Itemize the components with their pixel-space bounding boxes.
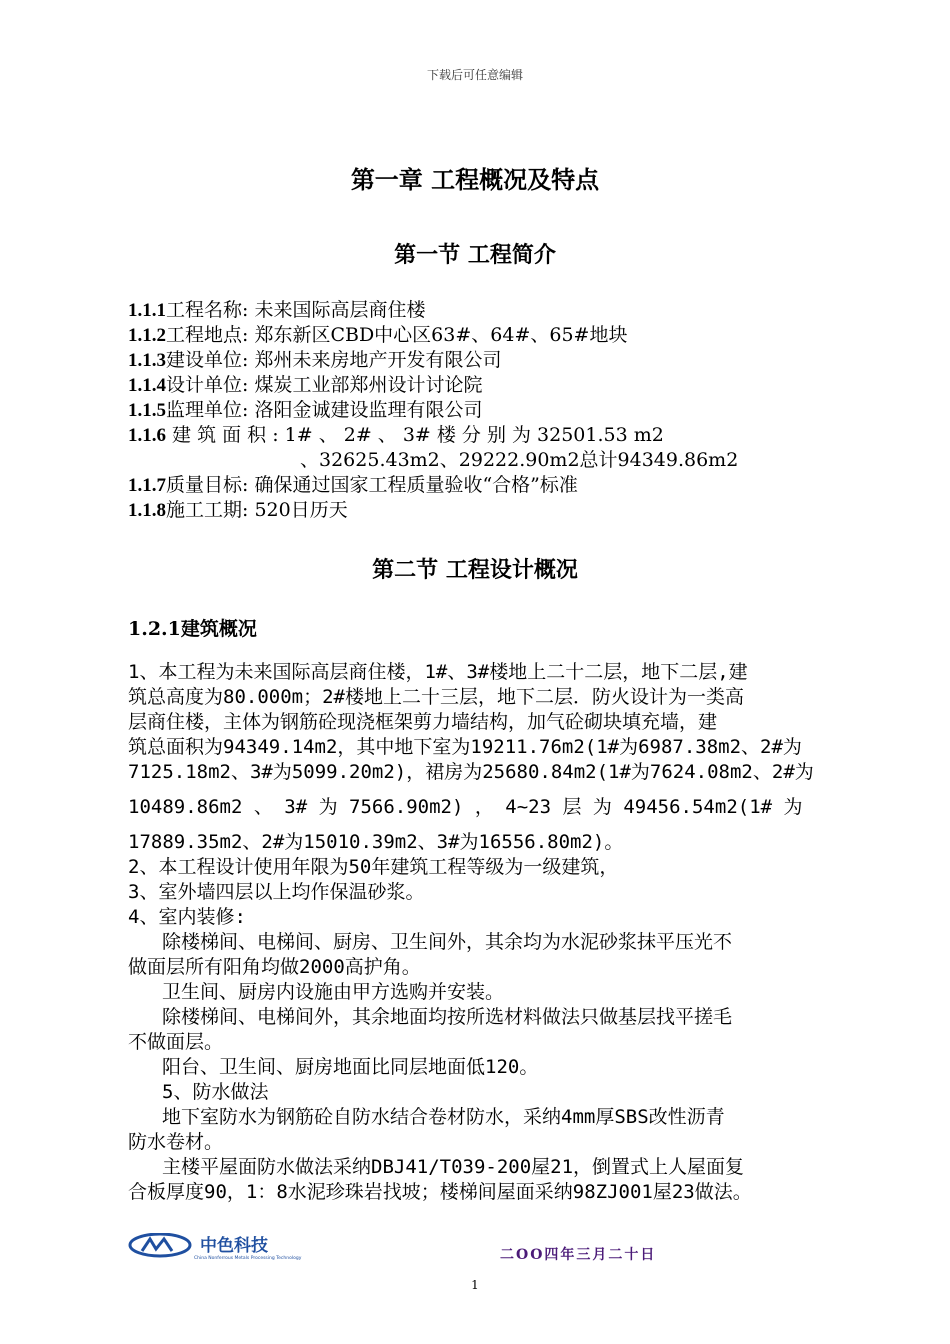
page-number: 1 [471, 1278, 479, 1292]
info-line-8 [128, 498, 348, 523]
para-1-line: 层商住楼，主体为钢筋砼现浇框架剪力墙结构，加气砼砌块填充墙，建 [128, 711, 718, 733]
info-value: 、32625.43m2、29222.90m2总计94349.86m2 [300, 449, 739, 471]
info-label: 监理单位: [166, 399, 249, 421]
subsection-title: 1.2.1建筑概况 [128, 618, 257, 640]
info-label: 工程名称: [166, 299, 249, 321]
info-num: 1.1.5 [128, 400, 166, 421]
para-1-line: 筑总高度为80.000m；2#楼地上二十三层，地下二层．防火设计为一类高 [128, 686, 744, 708]
para-7-line: 不做面层。 [128, 1031, 224, 1053]
info-line-1 [128, 298, 425, 323]
info-value: 未来国际高层商住楼 [254, 299, 426, 321]
para-10-line: 地下室防水为钢筋砼自防水结合卷材防水，采纳4mm厚SBS改性沥青 [162, 1106, 725, 1128]
para-1-line: 筑总面积为94349.14m2，其中地下室为19211.76m2(1#为6987.38m2、2#为 [128, 736, 802, 758]
para-9: 5、防水做法 [162, 1081, 269, 1103]
company-logo [128, 1233, 340, 1261]
logo-icon [128, 1233, 340, 1261]
info-line-5 [128, 398, 482, 423]
para-8: 阳台、卫生间、厨房地面比同层地面低120。 [162, 1056, 539, 1078]
para-5-line: 除楼梯间、电梯间、厨房、卫生间外，其余均为水泥砂浆抹平压光不 [162, 931, 733, 953]
para-2: 2、本工程设计使用年限为50年建筑工程等级为一级建筑， [128, 856, 619, 878]
info-value: 确保通过国家工程质量验收“合格”标准 [254, 474, 578, 496]
para-5-line: 做面层所有阳角均做2000高护角。 [128, 956, 421, 978]
logo-text: 中色科技 [200, 1236, 268, 1256]
info-line-4 [128, 373, 482, 398]
info-value: 煤炭工业部郑州设计讨论院 [254, 374, 483, 396]
para-10-line: 防水卷材。 [128, 1131, 224, 1153]
para-1-line: 17889.35m2、2#为15010.39m2、3#为16556.80m2)。 [128, 831, 624, 853]
info-num: 1.1.3 [128, 350, 166, 371]
info-line-6 [128, 423, 840, 448]
info-label: 工程地点: [166, 324, 249, 346]
para-1-line: 7125.18m2、3#为5099.20m2)，裙房为25680.84m2(1#为7624.08m2、2#为 [128, 761, 814, 783]
info-label: 施工工期: [166, 499, 249, 521]
info-num: 1.1.1 [128, 300, 166, 321]
body-text [128, 660, 840, 1205]
info-value: 520日历天 [254, 499, 348, 521]
para-4: 4、室内装修: [128, 906, 246, 928]
para-7-line: 除楼梯间、电梯间外，其余地面均按所选材料做法只做基层找平搓毛 [162, 1006, 733, 1028]
info-label: 质量目标: [166, 474, 249, 496]
info-line-7 [128, 473, 578, 498]
info-line-6-cont [300, 448, 738, 473]
para-6: 卫生间、厨房内设施由甲方选购并安装。 [162, 981, 505, 1003]
info-value: 郑州未来房地产开发有限公司 [254, 349, 502, 371]
section-title-2: 第二节 工程设计概况 [372, 557, 578, 583]
logo-subtext: China Nonferrous Metals Processing Technology [194, 1256, 302, 1261]
para-3: 3、室外墙四层以上均作保温砂浆。 [128, 881, 425, 903]
info-value: 郑东新区CBD中心区63#、64#、65#地块 [254, 324, 628, 346]
info-num: 1.1.8 [128, 500, 166, 521]
info-label: 设计单位: [166, 374, 249, 396]
para-11-line: 主楼平屋面防水做法采纳DBJ41/T039-200屋21，倒置式上人屋面复 [162, 1156, 745, 1178]
info-num: 1.1.2 [128, 325, 166, 346]
info-line-3 [128, 348, 501, 373]
info-num: 1.1.7 [128, 475, 166, 496]
info-value: 1# 、 2# 、 3# 楼 分 别 为 32501.53 m2 [284, 424, 664, 446]
chapter-title: 第一章 工程概况及特点 [350, 165, 600, 194]
info-num: 1.1.6 [128, 425, 166, 446]
para-11-line: 合板厚度90，1：8水泥珍珠岩找坡；楼梯间屋面采纳98ZJ001屋23做法。 [128, 1181, 752, 1203]
section-title-1: 第一节 工程简介 [394, 242, 556, 268]
info-label: 建 筑 面 积 : [172, 424, 279, 446]
info-value: 洛阳金诚建设监理有限公司 [254, 399, 483, 421]
para-1-line: 10489.86m2 、 3# 为 7566.90m2) ， 4~23 层 为 49456.54m2(1# 为 [128, 796, 803, 818]
para-1-line: 1、本工程为未来国际高层商住楼，1#、3#楼地上二十二层，地下二层,建 [128, 661, 748, 683]
info-num: 1.1.4 [128, 375, 166, 396]
footer-date: 二OO四年三月二十日 [500, 1247, 657, 1263]
info-line-2 [128, 323, 627, 348]
info-label: 建设单位: [166, 349, 249, 371]
header-note: 下载后可任意编辑 [426, 68, 523, 82]
